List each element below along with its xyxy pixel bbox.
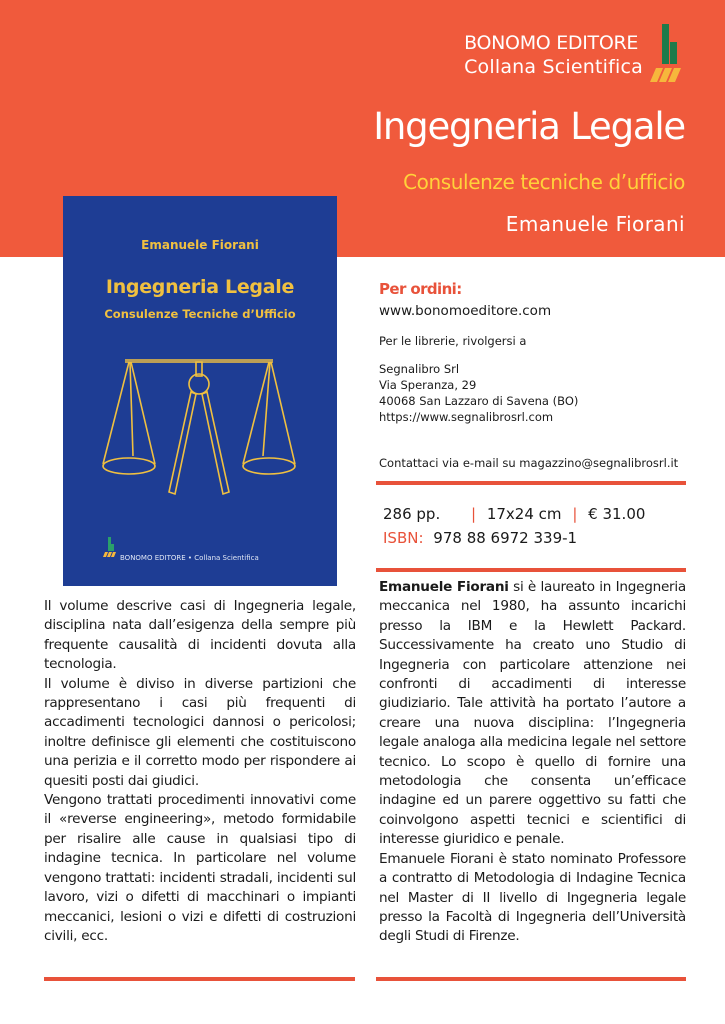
- publisher-line2: Collana Scientifica: [464, 56, 643, 78]
- cover-logo-icon: [102, 537, 118, 559]
- description-paragraph: Vengono trattati procedimenti innovativi come il «reverse engineering», metodo formidabile per risalire alle cause in qualsiasi tipo di indagine tecnica. In particolare nel volume vengono trattati: incidenti stradali, incidenti sul lavoro, vizi o difetti di macchinari o impianti meccanici, lesioni o vizi e difetti di costruzioni civili, ecc.: [44, 792, 356, 944]
- cover-publisher: BONOMO EDITORE • Collana Scientifica: [120, 554, 259, 562]
- cover-author: Emanuele Fiorani: [141, 238, 259, 252]
- book-size: 17x24 cm: [486, 505, 562, 523]
- publisher-line1: BONOMO EDITORE: [464, 32, 639, 54]
- book-subtitle: Consulenze tecniche d’ufficio: [403, 170, 685, 194]
- scales-compass-icon: [63, 354, 337, 504]
- book-description: [44, 597, 356, 946]
- orders-heading: Per ordini:: [379, 280, 462, 298]
- book-price: € 31.00: [588, 505, 646, 523]
- cover-subtitle: Consulenze Tecniche d’Ufficio: [104, 307, 296, 321]
- order-info: [379, 280, 699, 470]
- spec-separator: |: [471, 505, 477, 523]
- contact-email[interactable]: Contattaci via e-mail su magazzino@segnalibrosrl.it: [379, 456, 679, 470]
- divider-specs: [376, 568, 686, 572]
- book-specs: [383, 505, 645, 523]
- description-paragraph: Il volume descrive casi di Ingegneria legale, disciplina nata dall’esigenza della sempre più frequente causalità di incidenti dovuta alla tecnologia.: [44, 598, 356, 673]
- distributor-street: Via Speranza, 29: [379, 378, 477, 392]
- bookstores-intro: Per le librerie, rivolgersi a: [379, 334, 527, 348]
- distributor-url-link[interactable]: https://www.segnalibrosrl.com: [379, 410, 554, 424]
- description-paragraph: Il volume è diviso in diverse partizioni che rappresentano i casi più frequenti di accadimenti tecnologici dannosi o pericolosi; inoltre definisce gli elementi che costituiscono una perizia e il corretto modo per rispondere ai quesiti posti dai giudici.: [44, 675, 356, 789]
- bio-paragraph: si è laureato in Ingegneria meccanica nel 1980, ha assunto incarichi presso la IBM e la Hewlett Packard. Successivamente ha creato uno Studio di Ingegneria con particolare attenzione nei confronti di accadimenti di interesse giudiziario. Tale attività ha portato l’autore a creare una nuova disciplina: l’Ingegneria legale analoga alla medicina legale nel settore tecnico. Lo scopo è quello di fornire una metodologia che consenta un’efficace indagine ed un parere oggettivo su fatti che coinvolgono aspetti tecnici e scientifici di interesse giuridico e penale.: [379, 579, 687, 848]
- author-biography: [379, 578, 686, 947]
- isbn-value: 978 88 6972 339-1: [433, 529, 578, 547]
- bonomo-logo-icon: [650, 24, 690, 86]
- book-author: Emanuele Fiorani: [505, 212, 685, 236]
- book-title: Ingegneria Legale: [373, 105, 685, 148]
- cover-title: Ingegneria Legale: [105, 276, 295, 298]
- bio-paragraph: Emanuele Fiorani è stato nominato Professore a contratto di Metodologia di Indagine Tecnica nel Master di II livello di Ingegneria legale presso la Facoltà di Ingegneria dell’Università degli Studi di Firenze.: [379, 850, 686, 945]
- divider-bottom-right: [376, 977, 686, 981]
- book-cover: [63, 196, 337, 586]
- divider-bottom-left: [44, 977, 355, 981]
- bio-author-name: Emanuele Fiorani: [379, 579, 509, 595]
- distributor-name: Segnalibro Srl: [379, 362, 460, 376]
- publisher-website-link[interactable]: www.bonomoeditore.com: [379, 303, 552, 319]
- isbn-label: ISBN:: [383, 529, 424, 547]
- page-count: 286 pp.: [383, 505, 441, 523]
- publisher-name: [464, 32, 643, 79]
- spec-separator: |: [572, 505, 578, 523]
- isbn: [383, 529, 577, 547]
- distributor-city: 40068 San Lazzaro di Savena (BO): [379, 394, 579, 408]
- divider-orders: [376, 481, 686, 485]
- distributor-address: [379, 361, 699, 425]
